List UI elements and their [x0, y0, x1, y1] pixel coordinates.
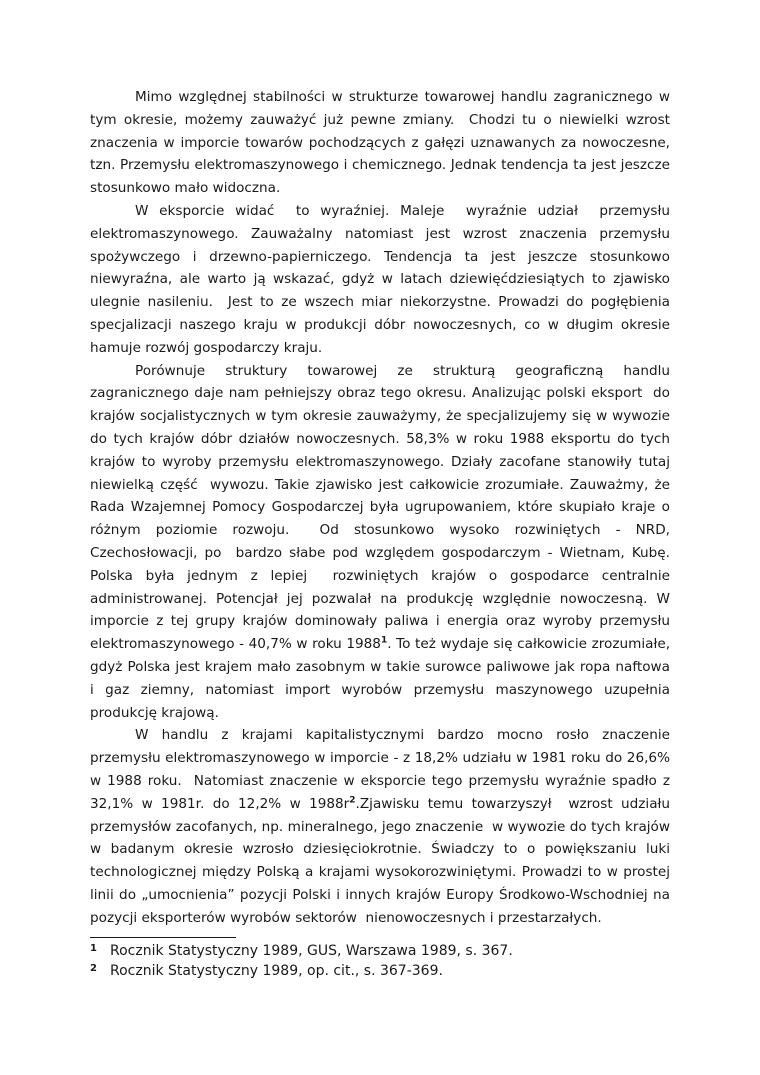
- paragraph-2: W eksporcie widać to wyraźniej. Maleje wyraźnie udział przemysłu elektromaszynowego. Zauważalny natomiast jest wzrost znaczenia przemysłu spożywczego i drzewno-papierniczego. Tendencja ta jest jeszcze stosunkowo niewyraźna, ale warto ją wskazać, gdyż w latach dziewięćdziesiątych to zjawisko ulegnie nasileniu. Jest to ze wszech miar niekorzystne. Prowadzi do pogłębienia specjalizacji naszego kraju w produkcji dóbr nowoczesnych, co w długim okresie hamuje rozwój gospodarczy kraju.: [90, 202, 675, 356]
- document-page: [90, 86, 679, 980]
- footnote-2-text: Rocznik Statystyczny 1989, op. cit., s. 367-369.: [110, 963, 443, 980]
- footnote-separator: [90, 937, 236, 938]
- footnote-reference-2[interactable]: 2: [349, 795, 356, 806]
- paragraph-4-text-before: W handlu z krajami kapitalistycznymi bardzo mocno rosło znaczenie przemysłu elektromaszynowego w imporcie - z 18,2% udziału w 1981 roku do 26,6% w 1988 roku. Natomiast znaczenie w eksporcie tego przemysłu wyraźnie spadło z 32,1% w 1981r. do 12,2% w 1988r: [90, 727, 675, 812]
- paragraph-1: Mimo względnej stabilności w strukturze towarowej handlu zagranicznego w tym okresie, możemy zauważyć już pewne zmiany. Chodzi tu o niewielki wzrost znaczenia w imporcie towarów pochodzących z gałęzi uznawanych za nowoczesne, tzn. Przemysłu elektromaszynowego i chemicznego. Jednak tendencja ta jest jeszcze stosunkowo mało widoczna.: [90, 89, 675, 197]
- paragraph-3-text-after: . To też wydaje się całkowicie zrozumiałe, gdyż Polska jest krajem mało zasobnym w takie surowce paliwowe jak ropa naftowa i gaz ziemny, natomiast import wyrobów przemysłu maszynowego uzupełnia produkcję krajową.: [90, 636, 679, 721]
- paragraph-4: [90, 724, 675, 929]
- paragraph-3: [90, 360, 679, 725]
- footnote-reference-1[interactable]: 1: [380, 635, 388, 646]
- footnote-2: [90, 960, 670, 980]
- paragraph-4-text-after: .Zjawisku temu towarzyszył wzrost udziału przemysłów zacofanych, np. mineralnego, jego znaczenie w wywozie do tych krajów w badanym okresie wzrosło dziesięciokrotnie. Świadczy to o powiększaniu luki technologicznej między Polską a krajami wysokorozwiniętymi. Prowadzi to w prostej linii do „umocnienia” pozycji Polski i innych krajów Europy Środkowo-Wschodniej na pozycji eksporterów wyrobów sektorów nienowoczesnych i przestarzałych.: [90, 795, 675, 926]
- footnote-1-text: Rocznik Statystyczny 1989, GUS, Warszawa 1989, s. 367.: [110, 943, 513, 960]
- footnote-1: [90, 940, 670, 960]
- footnote-1-number: 1: [90, 943, 97, 955]
- footnote-2-number: 2: [90, 963, 97, 975]
- paragraph-3-text-before: Porównuje struktury towarowej ze strukturą geograficzną handlu zagranicznego daje nam pełniejszy obraz tego okresu. Analizując polski eksport do krajów socjalistycznych w tym okresie zauważymy, że specjalizujemy się w wywozie do tych krajów dóbr działów nowoczesnych. 58,3% w roku 1988 eksportu do tych krajów to wyroby przemysłu elektromaszynowego. Działy zacofane stanowiły tutaj niewielką część wywozu. Takie zjawisko jest całkowicie zrozumiałe. Zauważmy, że Rada Wzajemnej Pomocy Gospodarczej była ugrupowaniem, które skupiało kraje o różnym poziomie rozwoju. Od stosunkowo wysoko rozwiniętych - NRD, Czechosłowacji, po bardzo słabe pod względem gospodarczym - Wietnam, Kubę. Polska była jednym z lepiej rozwiniętych krajów o gospodarce centralnie administrowanej. Potencjał jej pozwalał na produkcję względnie nowoczesną. W imporcie z tej grupy krajów dominowały paliwa i energia oraz wyroby przemysłu elektromaszynowego - 40,7% w roku 1988: [90, 362, 675, 653]
